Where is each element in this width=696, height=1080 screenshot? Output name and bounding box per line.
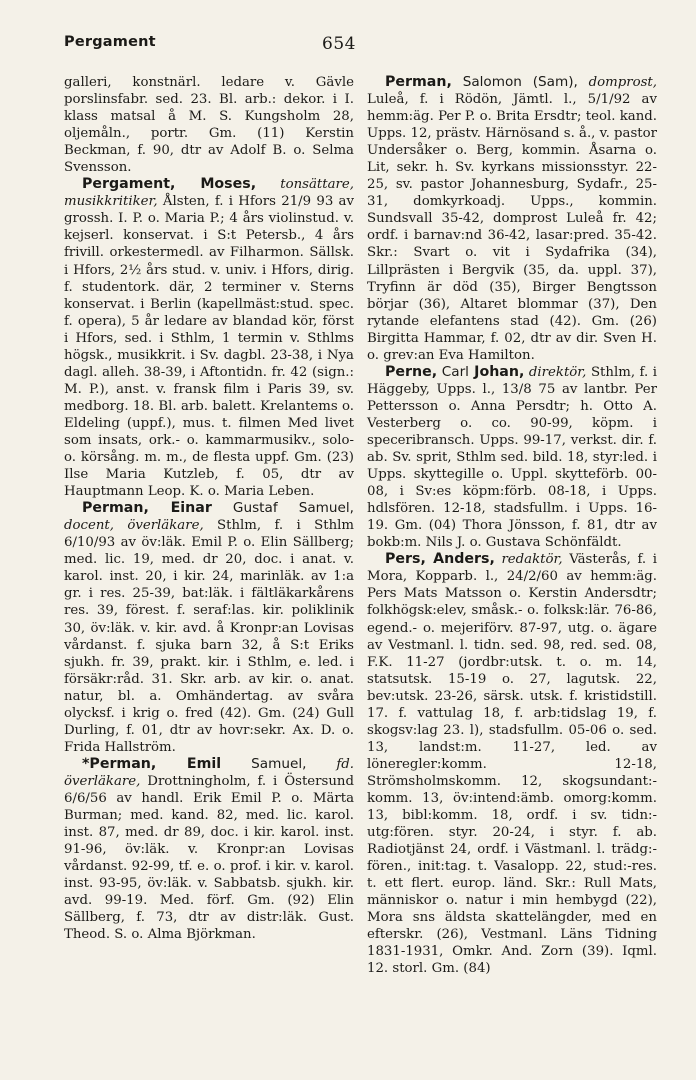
entry-surname: Pers, (385, 551, 426, 568)
entry-occupation: tonsättare, musikkritiker, (64, 177, 354, 210)
entry-given-name-primary: Moses, (175, 176, 257, 193)
left-column (64, 74, 354, 943)
entry-given-names: Gustaf Samuel, (211, 500, 354, 517)
entry-text: Sthlm, f. i Sthlm 6/10/93 av öv:läk. Emil P. o. Elin Sällberg; med. lic. 19, med. dr 20, doc. i anat. v. karol. inst. 20, i kir. 24, marinläk. av 1:a gr. i res. 25-39, bat:läk. i fältläkarkårens res. 39, förest. f. seraf:las. kir. poliklinik 30, öv:läk. v. kir. avd. å Kronpr:an Lovisas vårdanst. f. sjuka barn 32, å S:t Eriks sjukh. fr. 39, prakt. kir. i Sthlm, e. led. i försäkr:råd. 31. Skr. arb. av kir. o. anat. natur, bl. a. Omhändertag. av svåra olycksf. i krig o. fred (42). Gm. (24) Gull Durling, f. 01, dtr av hovr:sekr. Ax. D. o. Frida Hallström. (64, 518, 354, 755)
entry-surname: *Perman, (82, 755, 157, 772)
page-number: 654 (322, 34, 356, 54)
biographical-entry (64, 500, 354, 756)
page-header (64, 34, 652, 58)
entry-given-name-primary: Johan, (468, 363, 525, 380)
entry-surname: Perne, (385, 363, 438, 380)
entry-given-names: Salomon (Sam), (451, 74, 578, 90)
entry-occupation: fd. överläkare, (64, 756, 354, 789)
entry-occupation: redaktör, (494, 552, 563, 568)
entry-text: galleri, konstnärl. ledare v. Gävle porslinsfabr. sed. 23. Bl. arb.: dekor. i I. klass matsal å M. S. Kungsholm 28, oljemåln., portr. Gm. (11) Kerstin Beckman, f. 90, dtr av Adolf B. o. Selma Svensson. (64, 75, 354, 176)
entry-text: Luleå, f. i Rödön, Jämtl. l., 5/1/92 av hemm:äg. Per P. o. Brita Ersdtr; teol. kand. Upps. 12, prästv. Härnösand s. å., v. pastor Undersåker o. Berg, kommin. Åsarna o. Lit, sekr. h. Sv. kyrkans missionsstyr. 22-25, sv. pastor Johannesburg, Sydafr., 25-31, domkyrkoadj. Upps., kommin. Sundsvall 35-42, domprost Luleå fr. 42; ordf. i barnav:nd 36-42, lasar:pred. 35-42. Skr.: Svart o. vit i Sydafrika (34), Lillprästen i Bergvik (35, da. uppl. 37), Tryfinn är död (35), Birger Bengtsson börjar (36), Altaret blommar (37), Den rytande elefantens stad (42). Gm. (26) Birgitta Hammar, f. 02, dtr av dir. Sven H. o. grev:an Eva Hamilton. (367, 92, 657, 363)
entry-given-names: Samuel, (221, 755, 307, 772)
biographical-entry (64, 756, 354, 944)
biographical-entry (64, 74, 354, 176)
entry-given-names: Carl (437, 363, 469, 380)
entry-text: Västerås, f. i Mora, Kopparb. l., 24/2/60 av hemm:äg. Pers Mats Matsson o. Kerstin Andersdtr; folkhögsk:elev, småsk.- o. folksk:lär. 76-86, egend.- o. mejeriförv. 87-97, utg. o. ägare av Vestmanl. l. tidn. sed. 98, red. sed. 08, F.K. 11-27 (jordbr:utsk. t. o. m. 14, statsutsk. 15-19 o. 27, lagutsk. 22, bev:utsk. 23-26, särsk. utsk. f. kristidstill. 17. f. vattulag 18, f. arb:tidslag 19, f. skogsv:lag 23. l), stadsfullm. 05-06 o. sed. 13, landst:m. 11-27, led. av löneregler:komm. 12-18, Strömsholmskomm. 12, skogsundant:-komm. 13, öv:intend:ämb. omorg:komm. 13, bibl:komm. 18, ordf. i sv. tidn:-utg:fören. styr. 20-24, i styr. f. ab. Radiotjänst 24, ordf. i Västmanl. l. trädg:-fören., init:tag. t. Vasalopp. 22, stud:-res. t. ett flert. europ. länd. Skr.: Rull Mats, människor o. natur i min hembygd (22), Mora sns äldsta skattelängder, med en efterskr. (26), Vestmanl. Läns Tidning 1831-1931, Omkr. And. Zorn (39). Iqml. 12. storl. Gm. (84) (367, 552, 657, 977)
entry-given-name-primary: Einar (148, 500, 212, 517)
running-head: Pergament (64, 34, 156, 50)
entry-occupation: domprost, (577, 75, 657, 90)
biographical-entry (367, 551, 657, 977)
entry-text: Ålsten, f. i Hfors 21/9 93 av grossh. I. P. o. Maria P.; 4 års violinstud. v. kejserl. konservat. i S:t Petersb., 4 års frivill. orkestermedl. av Filharmon. Sällsk. i Hfors, 2½ års stud. v. univ. i Hfors, dirig. f. studentork. där, 2 terminer v. Sterns konservat. i Berlin (kapellmäst:stud. spec. f. opera), 5 år ledare av blandad kör, först i Hfors, sed. i Sthlm, 1 termin v. Sthlms högsk., musikkrit. i Sv. dagbl. 23-38, i Nya dagl. alleh. 38-39, i Aftontidn. fr. 42 (sign.: M. P.), anst. v. fransk film i Paris 39, sv. medborg. 18. Bl. arb. balett. Krelantems o. Eldeling (uppf.), mus. t. filmen Med livet som insats, ork.- o. kammarmusikv., solo- o. körsång. m. m., de flesta uppf. Gm. (23) Ilse Maria Kutzleb, f. 05, dtr av Hauptmann Leop. K. o. Maria Leben. (64, 194, 354, 500)
entry-surname: Pergament, (82, 176, 176, 193)
entry-given-name-primary: Emil (156, 755, 222, 772)
entry-occupation: direktör, (524, 364, 587, 380)
entry-surname: Perman, (385, 74, 452, 90)
entry-given-name-primary: Anders, (425, 551, 495, 568)
entry-text: Drottningholm, f. i Östersund 6/6/56 av handl. Erik Emil P. o. Märta Burman; med. kand. 82, med. lic. karol. inst. 87, med. dr 89, doc. i kir. karol. inst. 91-96, öv:läk. v. Kronpr:an Lovisas vårdanst. 92-99, tf. e. o. prof. i kir. v. karol. inst. 93-95, öv:läk. v. Sabbatsb. sjukh. kir. avd. 99-19. Med. förf. Gm. (92) Elin Sällberg, f. 73, dtr av distr:läk. Gust. Theod. S. o. Alma Björkman. (64, 773, 354, 943)
entry-surname: Perman, (82, 500, 149, 517)
biographical-entry (367, 74, 657, 364)
biographical-entry (367, 364, 657, 552)
entry-occupation: docent, överläkare, (64, 518, 204, 534)
biographical-entry (64, 176, 354, 500)
entry-text: Sthlm, f. i Häggeby, Upps. l., 13/8 75 av lantbr. Per Pettersson o. Anna Persdtr; h. Otto A. Vesterberg o. co. 90-99, köpm. i speceribransch. Upps. 99-17, verkst. dir. f. ab. Sv. sprit, Sthlm sed. bild. 18, styr:led. i Upps. skyttegille o. Uppl. skytteförb. 00-08, i Sv:es köpm:förb. 08-18, i Upps. hdlsfören. 12-18, stadsfullm. i Upps. 16-19. Gm. (04) Thora Jönsson, f. 81, dtr av bokb:m. Nils J. o. Gustava Schönfäldt. (367, 364, 658, 551)
right-column (367, 74, 657, 977)
